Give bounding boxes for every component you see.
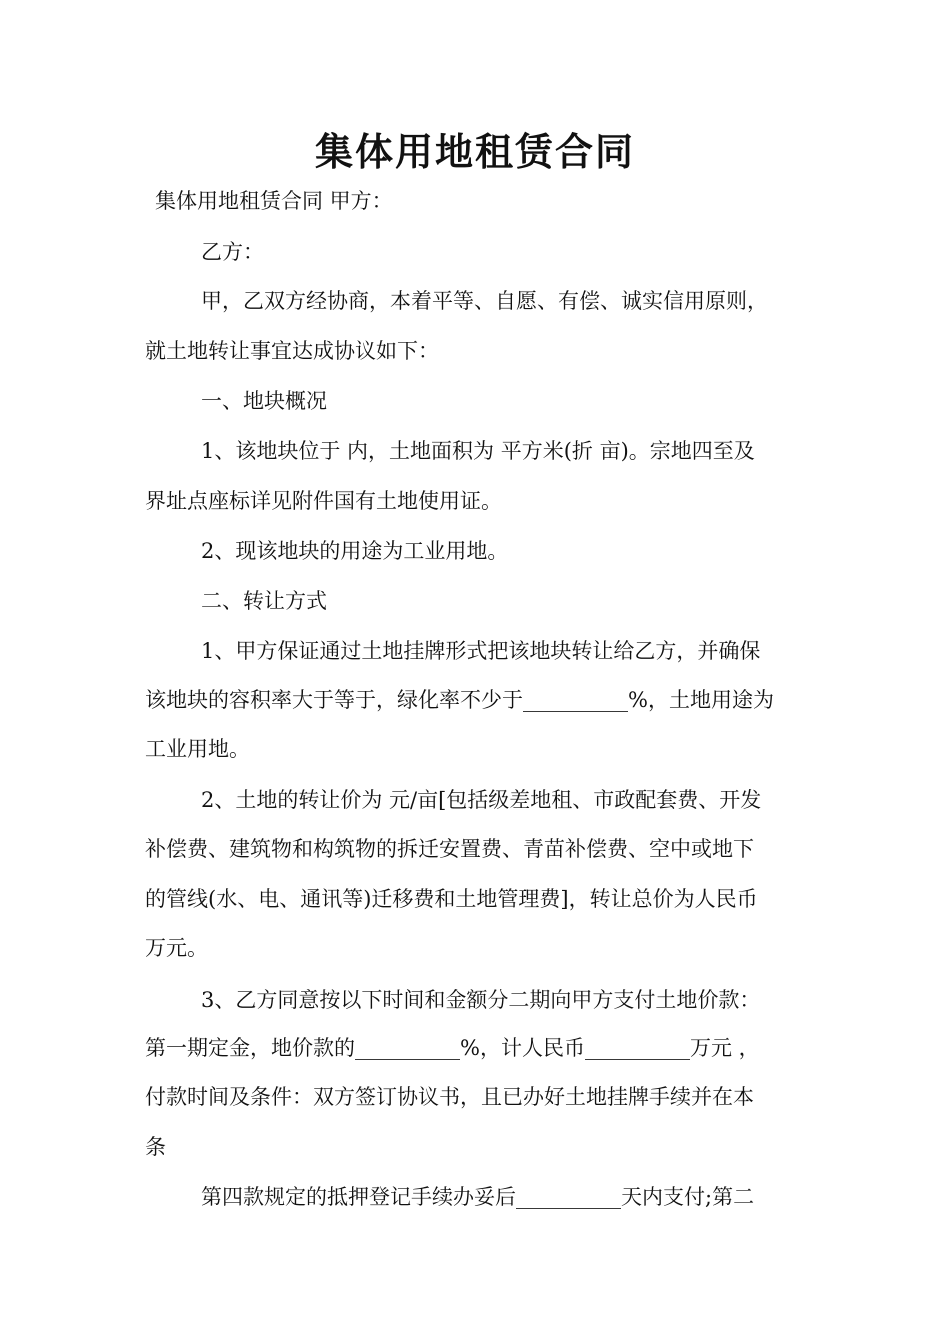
text-line: 乙方： <box>201 240 264 264</box>
document-title: 集体用地租赁合同 <box>314 130 635 174</box>
text-line: 的管线(水、电、通讯等)迁移费和土地管理费]，转让总价为人民币 <box>145 887 758 911</box>
text-line: 2、土地的转让价为 元/亩[包括级差地租、市政配套费、开发 <box>201 788 762 812</box>
section-heading: 二、转让方式 <box>201 589 327 613</box>
text-line: 付款时间及条件：双方签订协议书，且已办好土地挂牌手续并在本 <box>145 1085 754 1109</box>
text-line: 补偿费、建筑物和构筑物的拆迁安置费、青苗补偿费、空中或地下 <box>145 837 754 861</box>
text-line: 第一期定金，地价款的__________%，计人民币__________万元 ， <box>145 1036 760 1060</box>
section-heading: 一、地块概况 <box>201 389 327 413</box>
text-line: 2、现该地块的用途为工业用地。 <box>201 539 509 563</box>
text-line: 甲，乙双方经协商，本着平等、自愿、有偿、诚实信用原则， <box>201 289 768 313</box>
text-line: 1、甲方保证通过土地挂牌形式把该地块转让给乙方，并确保 <box>201 639 761 663</box>
text-line: 1、该地块位于 内，土地面积为 平方米(折 亩)。宗地四至及 <box>201 439 755 463</box>
text-line: 条 <box>145 1135 166 1159</box>
text-line: 该地块的容积率大于等于，绿化率不少于__________%，土地用途为 <box>145 688 774 712</box>
text-line: 第四款规定的抵押登记手续办妥后__________天内支付;第二 <box>201 1185 755 1209</box>
text-line: 工业用地。 <box>145 737 250 761</box>
text-line: 就土地转让事宜达成协议如下： <box>145 339 439 363</box>
text-line: 3、乙方同意按以下时间和金额分二期向甲方支付土地价款： <box>201 988 761 1012</box>
text-line: 万元。 <box>145 936 208 960</box>
text-line: 界址点座标详见附件国有土地使用证。 <box>145 489 502 513</box>
text-line: 集体用地租赁合同 甲方： <box>155 189 393 213</box>
